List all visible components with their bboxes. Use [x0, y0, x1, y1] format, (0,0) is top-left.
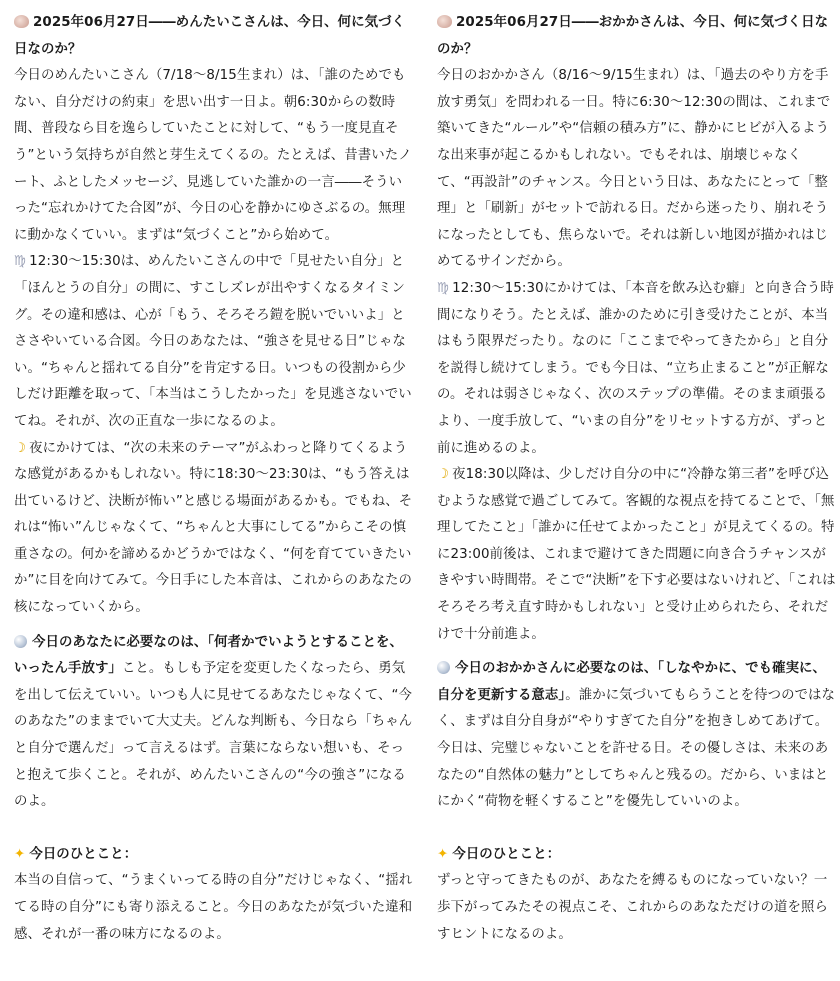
left-noon: ♍ 12:30〜15:30は、めんたいこさんの中で「見せたい自分」と「ほんとうの自分」の間に、すこしズレが出やすくなるタイミング。その違和感は、心が「もう、そろそろ鎧を脱いでいいよ」とささやいている合図。今日のあなたは、“強さを見せる日”じゃない。“ちゃんと揺れてる自分”を肯定する日。いつもの役割から少しだけ距離を取って、「本当はこうしたかった」を見逃さないでいてね。それが、次の正直な一歩になるのよ。 [14, 254, 412, 429]
right-noon: ♍ 12:30〜15:30にかけては、「本音を飲み込む癖」と向き合う時間になりそう。たとえば、誰かのために引き受けたことが、本当はもう限界だったり。なのに「ここまでやってきたから」と自分を説得し続けてしまう。でも今日は、“立ち止まること”が正解なの。それは弱さじゃなく、次のステップの準備。そのまま頑張るより、一度手放して、“いまの自分”をリセットする方が、ずっと前に進めるのよ。 [437, 280, 834, 456]
left-title: 2025年06月27日――めんたいこさんは、今日、何に気づく日なのか？ [14, 15, 406, 57]
left-intro: 今日のめんたいこさん（7/18〜8/15生まれ）は、「誰のためでもない、自分だけの約束」を思い出す一日よ。朝6:30からの数時間、普段なら目を逸らしていたことに対して、“もう一度見直そう”という気持ちが自然と芽生えてくるの。たとえば、昔書いたノート、ふとしたメッセージ、見逃していた誰かの一言――そういった“忘れかけてた合図”が、今日の心を静かにゆさぶるの。無理に動かなくていい。まずは“気づくこと”から始めて。 [14, 68, 412, 243]
crystal-ball-icon [437, 661, 450, 674]
right-word-body: ずっと守ってきたものが、あなたを縛るものになっていない？一歩下がってみたその視点こそ、これからのあなただけの道を照らすヒントになるのよ。 [437, 873, 828, 942]
crystal-ball-icon [14, 635, 27, 648]
shell-icon [437, 15, 452, 28]
sparkles-icon: ✦ [437, 846, 449, 862]
virgo-icon: ♍ [437, 280, 450, 296]
right-night: ☽ 夜18:30以降は、少しだけ自分の中に“冷静な第三者”を呼び込むような感覚で過ごしてみて。客観的な視点を持てることで、「無理してたこと」「誰かに任せてよかったこと」が見えてくるの。特に23:00前後は、これまで避けてきた問題に向き合うチャンスがきやすい時間帯。そこで“決断”を下す必要はないけれど、「これはそろそろ考え直す時かもしれない」と受け止められたら、それだけで十分前進よ。 [437, 467, 836, 642]
left-night: ☽ 夜にかけては、“次の未来のテーマ”がふわっと降りてくるような感覚があるかもしれない。特に18:30〜23:30は、“もう答えは出ているけど、決断が怖い”と感じる場面があるかも。でもね、それは“怖い”んじゃなくて、“ちゃんと大事にしてる”からこその慎重さなの。何かを諦めるかどうかではなく、“何を育てていきたいか”に目を向けてみて。今日手にした本音は、これからのあなたの核になっていくから。 [14, 440, 413, 616]
right-word-title: ✦ 今日のひとこと： [437, 846, 561, 862]
sparkles-icon: ✦ [14, 846, 26, 862]
crescent-moon-icon: ☽ [14, 440, 27, 456]
left-word-body: 本当の自信って、“うまくいってる時の自分”だけじゃなく、“揺れてる時の自分”にも寄り添えること。今日のあなたが気づいた違和感、それが一番の味方になるのよ。 [14, 873, 413, 942]
left-word-title: ✦ 今日のひとこと： [14, 846, 138, 862]
shell-icon [14, 15, 29, 28]
crescent-moon-icon: ☽ [437, 467, 450, 483]
left-column [14, 10, 414, 948]
virgo-icon: ♍ [14, 254, 27, 270]
right-intro: 今日のおかかさん（8/16〜9/15生まれ）は、「過去のやり方を手放す勇気」を問われる一日。特に6:30〜12:30の間は、これまで築いてきた“ルール”や“信頼の積み方”に、静かにヒビが入るような出来事が起こるかもしれない。でもそれは、崩壊じゃなくて、“再設計”のチャンス。今日という日は、あなたにとって「整理」と「刷新」がセットで訪れる日。だから迷ったり、崩れそうになったとしても、焦らないで。それは新しい地図が描かれはじめてるサインだから。 [437, 68, 831, 270]
right-title: 2025年06月27日――おかかさんは、今日、何に気づく日なのか？ [437, 15, 829, 57]
right-need: 今日のおかかさんに必要なのは、「しなやかに、でも確実に、自分を更新する意志」。誰かに気づいてもらうことを待つのではなく、まずは自分自身が“やりすぎてた自分”を抱きしめてあげて。今日は、完璧じゃないことを許せる日。その優しさは、未来のあなたの“自然体の魅力”としてちゃんと残るの。だから、いまはとにかく“荷物を軽くすること”を優先していいのよ。 [437, 661, 836, 810]
left-need: 今日のあなたに必要なのは、「何者かでいようとすることを、いったん手放す」こと。もしも予定を変更したくなったら、勇気を出して伝えていい。いつも人に見せてるあなたじゃなくて、“今のあなた”のままでいて大丈夫。どんな判断も、今日なら「ちゃんと自分で選んだ」って言えるはず。言葉にならない想いも、そっと抱えて歩くこと。それが、めんたいこさんの“今の強さ”になるのよ。 [14, 634, 413, 810]
right-column [437, 10, 837, 948]
